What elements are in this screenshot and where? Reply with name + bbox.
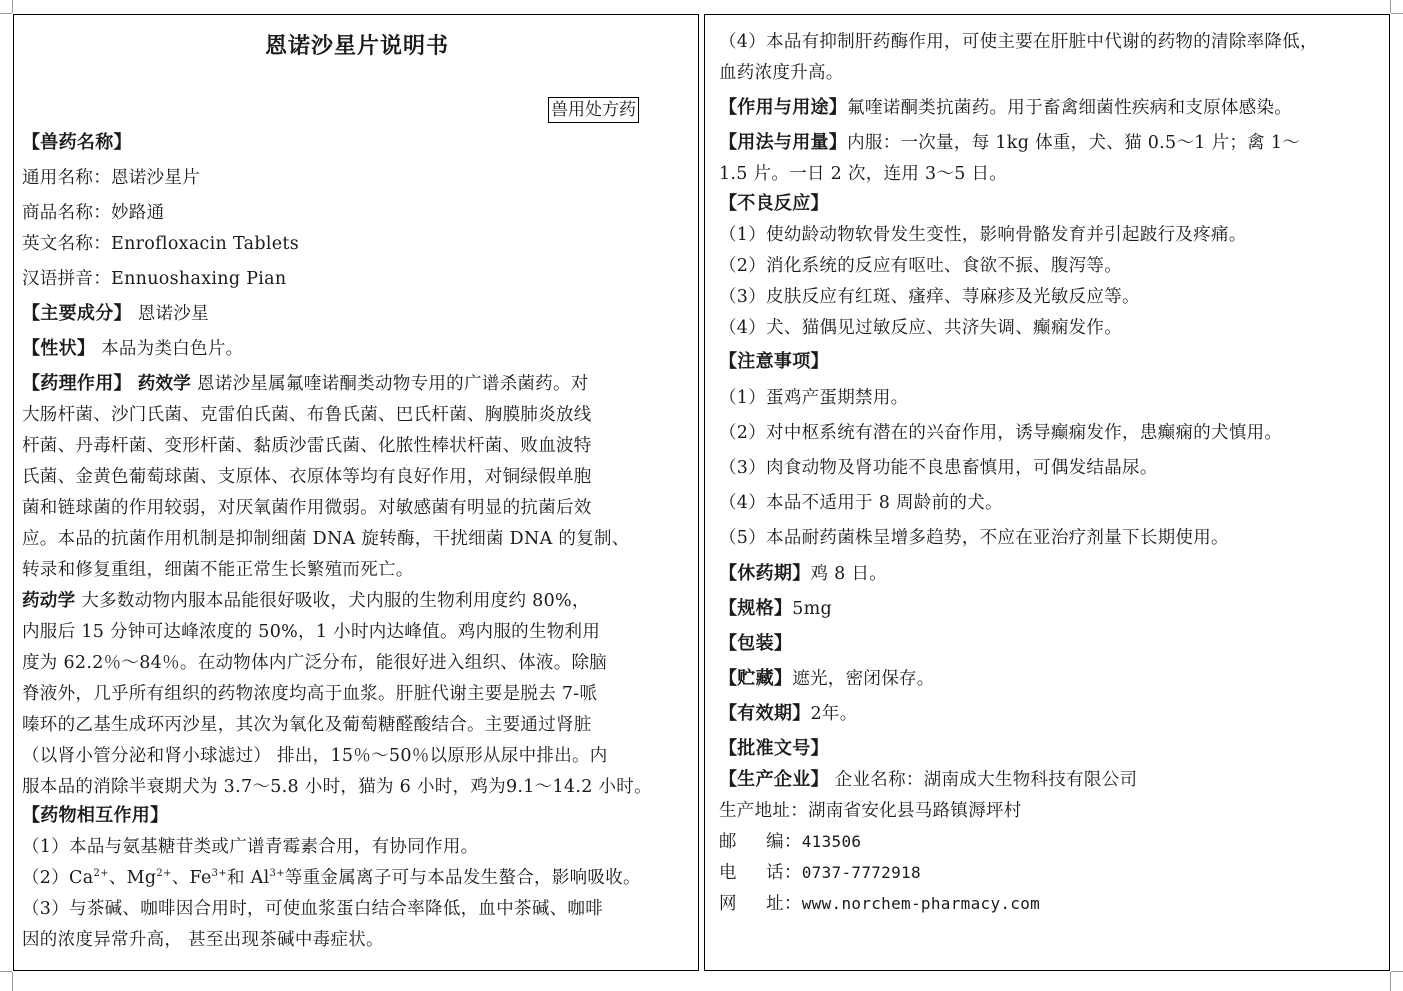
section-heading-caution: 【注意事项】 (719, 351, 829, 372)
interaction-item: （1）本品与氨基糖苷类或广谱青霉素合用，有协同作用。 (22, 837, 479, 857)
interaction-item: （4）本品有抑制肝药酶作用，可使主要在肝脏中代谢的药物的清除率降低， (719, 32, 1318, 52)
web-link[interactable]: www.norchem-pharmacy.com (801, 894, 1041, 913)
withdrawal-value: 鸡 8 日。 (810, 564, 888, 584)
usage-line (719, 97, 1292, 119)
maker-value: 企业名称：湖南成大生物科技有限公司 (834, 770, 1138, 790)
pd-line: 菌和链球菌的作用较弱，对厌氧菌作用微弱。对敏感菌有明显的抗菌后效 (22, 498, 592, 518)
adverse-item: （1）使幼龄动物软骨发生变性，影响骨骼发育并引起跛行及疼痛。 (719, 225, 1247, 245)
usage-value: 氟喹诺酮类抗菌药。用于畜禽细菌性疾病和支原体感染。 (847, 98, 1293, 118)
right-panel (704, 14, 1390, 971)
section-heading-adverse: 【不良反应】 (719, 193, 829, 214)
crop-mark (1390, 0, 1391, 13)
document-title: 恩诺沙星片说明书 (264, 34, 449, 59)
pd-line: 大肠杆菌、沙门氏菌、克雷伯氏菌、布鲁氏菌、巴氏杆菌、胸膜肺炎放线 (22, 405, 592, 425)
caution-item: （2）对中枢系统有潜在的兴奋作用，诱导癫痫发作，患癫痫的犬慎用。 (719, 423, 1283, 443)
web-label: 网 址： (719, 894, 802, 914)
crop-mark (0, 971, 12, 972)
pd-line: 恩诺沙星属氟喹诺酮类动物专用的广谱杀菌药。对 (196, 374, 589, 394)
ingredient-line (22, 303, 209, 325)
trade-name: 商品名称：妙路通 (22, 203, 165, 223)
dosage-value: 内服：一次量，每 1kg 体重，犬、猫 0.5～1 片；禽 1～ (847, 133, 1301, 153)
crop-mark (1390, 972, 1391, 991)
validity-line (719, 703, 858, 725)
interaction-item: （3）与茶碱、咖啡因合用时，可使血浆蛋白结合率降低，血中茶碱、咖啡 (22, 899, 604, 919)
spec-line (719, 598, 832, 620)
left-panel (13, 14, 699, 971)
tel-value: 0737-7772918 (801, 863, 921, 882)
caution-item: （3）肉食动物及肾功能不良患畜慎用，可偶发结晶尿。 (719, 458, 1158, 478)
section-heading-spec: 【规格】 (719, 598, 793, 619)
zip-value: 413506 (801, 832, 862, 851)
caution-item: （1）蛋鸡产蛋期禁用。 (719, 388, 909, 408)
withdrawal-line (719, 563, 887, 585)
crop-mark (12, 972, 13, 991)
web-line (719, 893, 1040, 915)
crop-mark (12, 0, 13, 13)
pk-line: 脊液外，几乎所有组织的药物浓度均高于血浆。肝脏代谢主要是脱去 7-哌 (22, 684, 598, 704)
section-heading-withdrawal: 【休药期】 (719, 563, 811, 584)
dosage-line-1 (719, 132, 1300, 154)
pd-line: 应。本品的抗菌作用机制是抑制细菌 DNA 旋转酶，干扰细菌 DNA 的复制、 (22, 529, 630, 549)
pk-line: （以肾小管分泌和肾小球滤过） 排出，15％～50％以原形从尿中排出。内 (22, 746, 608, 766)
pharmacokinetics-label: 药动学 (22, 591, 76, 611)
crop-mark (1391, 13, 1403, 14)
pk-line: 内服后 15 分钟可达峰浓度的 50%，1 小时内达峰值。鸡内服的生物利用 (22, 622, 601, 642)
caution-item: （4）本品不适用于 8 周龄前的犬。 (719, 493, 1003, 513)
pd-line: 氏菌、金黄色葡萄球菌、支原体、衣原体等均有良好作用，对铜绿假单胞 (22, 467, 592, 487)
rx-badge: 兽用处方药 (548, 97, 639, 123)
interaction-item: 血药浓度升高。 (719, 63, 844, 83)
ingredient-value: 恩诺沙星 (137, 304, 209, 324)
section-heading-ingredient: 【主要成分】 (22, 303, 132, 324)
storage-line (719, 668, 935, 690)
section-heading-storage: 【贮藏】 (719, 668, 793, 689)
section-heading-approval: 【批准文号】 (719, 738, 829, 759)
zip-line (719, 831, 861, 853)
section-heading-dosage: 【用法与用量】 (719, 132, 848, 153)
pk-line: 度为 62.2％～84％。在动物体内广泛分布，能很好进入组织、体液。除脑 (22, 653, 608, 673)
pharmacokinetics-line-1 (22, 590, 590, 612)
caution-item: （5）本品耐药菌株呈增多趋势，不应在亚治疗剂量下长期使用。 (719, 528, 1229, 548)
adverse-item: （3）皮肤反应有红斑、瘙痒、荨麻疹及光敏反应等。 (719, 287, 1140, 307)
pk-line: 服本品的消除半衰期犬为 3.7～5.8 小时，猫为 6 小时，鸡为9.1～14.2 小时。 (22, 777, 652, 797)
pk-line: 大多数动物内服本品能很好吸收，犬内服的生物利用度约 80%， (81, 591, 590, 611)
validity-value: 2年。 (810, 704, 858, 724)
appearance-line (22, 338, 243, 360)
adverse-item: （2）消化系统的反应有呕吐、食欲不振、腹泻等。 (719, 256, 1123, 276)
section-heading-package: 【包装】 (719, 633, 793, 654)
dosage-line-2: 1.5 片。一日 2 次，连用 3～5 日。 (719, 164, 1008, 184)
section-heading-name: 【兽药名称】 (22, 132, 132, 153)
pk-line: 嗪环的乙基生成环丙沙星，其次为氧化及葡萄糖醛酸结合。主要通过肾脏 (22, 715, 592, 735)
crop-mark (1391, 971, 1403, 972)
section-heading-usage: 【作用与用途】 (719, 97, 848, 118)
pinyin-name: 汉语拼音：Ennuoshaxing Pian (22, 269, 287, 289)
tel-label: 电 话： (719, 863, 802, 883)
zip-label: 邮 编： (719, 832, 802, 852)
pd-line: 杆菌、丹毒杆菌、变形杆菌、黏质沙雷氏菌、化脓性棒状杆菌、败血波特 (22, 436, 592, 456)
address-line: 生产地址：湖南省安化县马路镇溽坪村 (719, 801, 1022, 821)
pharmacology-line-1 (22, 373, 589, 395)
spec-value: 5mg (792, 599, 833, 619)
maker-line (719, 769, 1137, 791)
pd-line: 转录和修复重组，细菌不能正常生长繁殖而死亡。 (22, 560, 414, 580)
interaction-item: 因的浓度异常升高， 甚至出现茶碱中毒症状。 (22, 930, 384, 950)
section-heading-pharmacology: 【药理作用】 (22, 373, 132, 394)
appearance-value: 本品为类白色片。 (101, 339, 244, 359)
section-heading-appearance: 【性状】 (22, 338, 96, 359)
crop-mark (0, 13, 12, 14)
english-name: 英文名称：Enrofloxacin Tablets (22, 234, 300, 254)
interaction-item: $(2)Ca^{2+}$、$Mg^{2+}$、$Fe^{3+}$和 $Al^{3+}$等重金属离子可与本品发生螯合，影响吸收。 (22, 868, 641, 888)
section-heading-interaction: 【药物相互作用】 (22, 805, 169, 826)
section-heading-maker: 【生产企业】 (719, 769, 829, 790)
pharmacodynamics-label: 药效学 (137, 374, 192, 394)
adverse-item: （4）犬、猫偶见过敏反应、共济失调、癫痫发作。 (719, 318, 1123, 338)
generic-name: 通用名称：恩诺沙星片 (22, 168, 200, 188)
section-heading-validity: 【有效期】 (719, 703, 811, 724)
tel-line (719, 862, 921, 884)
storage-value: 遮光，密闭保存。 (792, 669, 935, 689)
